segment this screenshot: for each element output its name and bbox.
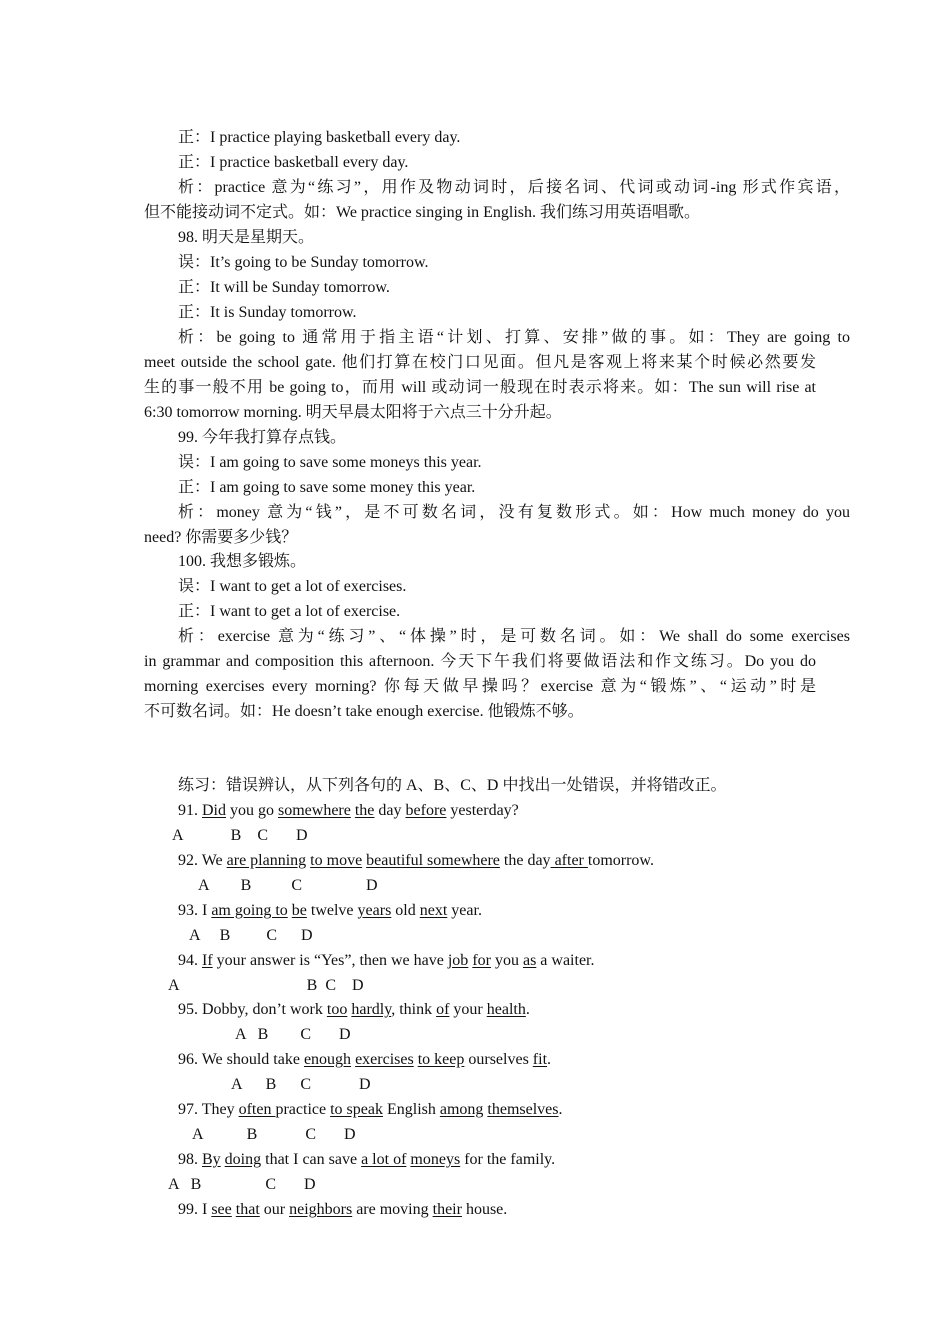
underlined-option: to move [310,852,363,869]
underlined-option: health [486,1001,526,1018]
exercise-sentence [144,1147,850,1172]
underlined-option: fit [532,1051,548,1068]
sentence-fragment: day [374,802,406,819]
sentence-fragment: tomorrow. [587,852,654,869]
sentence-fragment: that I can save [261,1151,362,1168]
sentence-fragment: twelve [306,902,358,919]
sentence-fragment: 99. I [178,1201,212,1218]
underlined-option: themselves [487,1101,559,1118]
sentence-fragment: our [259,1201,290,1218]
sentence-fragment: your answer is “Yes”, then we have [212,952,448,969]
underlined-option: beautiful somewhere [366,852,500,869]
underlined-option: to speak [330,1101,383,1118]
sentence-fragment: ourselves [464,1051,533,1068]
exercise-sentence [144,898,850,923]
sentence-fragment: 91. [178,802,202,819]
sentence-fragment: . [547,1051,552,1068]
sentence-fragment: . [525,1001,530,1018]
text-line: in grammar and composition this afternoon. 今天下午我们将要做语法和作文练习。Do you do [144,653,816,670]
sentence-fragment: 93. I [178,902,212,919]
text-line: morning exercises every morning? 你每天做早操吗？exercise 意为“锻炼”、“运动”时是 [144,678,816,695]
underlined-option: years [357,902,392,919]
sentence-fragment: 96. We should take [178,1051,304,1068]
sentence-fragment: a waiter. [536,952,595,969]
sentence-fragment: 97. They [178,1101,239,1118]
text-line: meet outside the school gate. 他们打算在校门口见面。但凡是客观上将来某个时候必然要发 [144,354,816,371]
underlined-option: for [472,952,491,969]
option-letters: A B C D [192,1126,356,1143]
item-heading: 99. 今年我打算存点钱。 [178,429,347,446]
underlined-option: moneys [410,1151,461,1168]
underlined-option: Did [202,802,226,819]
underlined-option: next [419,902,448,919]
underlined-option: hardly [351,1001,392,1018]
sentence-fragment: 92. We [178,852,227,869]
underlined-option: somewhere [278,802,351,819]
exercise-sentence [144,997,850,1022]
option-letters: A B C D [198,877,378,894]
text-line: need? 你需要多少钱？ [144,529,298,546]
text-line: 误：I want to get a lot of exercises. [178,578,407,595]
underlined-option: exercises [355,1051,414,1068]
text-line: 正：I practice basketball every day. [178,154,409,171]
underlined-option: before [405,802,447,819]
underlined-option: doing [224,1151,262,1168]
text-line: 正：It is Sunday tomorrow. [178,304,357,321]
text-line: 误：It’s going to be Sunday tomorrow. [178,254,429,271]
sentence-fragment: English [382,1101,440,1118]
sentence-fragment: for the family. [460,1151,556,1168]
sentence-fragment: yesterday? [446,802,519,819]
underlined-option: that [235,1201,260,1218]
text-line: 析：exercise 意为“练习”、“体操”时，是可数名词。如：We shall do some exercises [178,628,850,645]
sentence-fragment: practice [275,1101,331,1118]
underlined-option: see [211,1201,232,1218]
sentence-fragment: the day [499,852,551,869]
underlined-option: their [432,1201,462,1218]
sentence-fragment: 98. [178,1151,202,1168]
exercise-sentence [144,848,850,873]
text-line: 生的事一般不用 be going to，而用 will 或动词一般现在时表示将来。如：The sun will rise at [144,379,816,396]
text-line: 析：practice 意为“练习”，用作及物动词时，后接名词、代词或动词-ing 形式作宾语， [178,179,850,196]
exercise-sentence [144,1097,850,1122]
underlined-option: enough [303,1051,352,1068]
underlined-option: too [326,1001,348,1018]
underlined-option: often [238,1101,276,1118]
text-line: 正：I practice playing basketball every day. [178,129,461,146]
underlined-option: are planning [226,852,307,869]
item-heading: 100. 我想多锻炼。 [178,553,307,570]
underlined-option: neighbors [289,1201,353,1218]
underlined-option: If [202,952,213,969]
sentence-fragment: year. [447,902,482,919]
exercise-sentence [144,798,850,823]
text-line: 正：I want to get a lot of exercise. [178,603,401,620]
text-line: 正：It will be Sunday tomorrow. [178,279,390,296]
underlined-option: after [550,852,588,869]
text-line: 正：I am going to save some money this year. [178,479,476,496]
sentence-fragment: 95. Dobby, don’t work [178,1001,327,1018]
text-line: 误：I am going to save some moneys this year. [178,454,482,471]
sentence-fragment: are moving [352,1201,433,1218]
sentence-fragment: house. [461,1201,508,1218]
underlined-option: am going to [211,902,288,919]
sentence-fragment: old [391,902,420,919]
item-heading: 98. 明天是星期天。 [178,229,315,246]
option-letters: A B C D [189,927,313,944]
sentence-fragment: you [490,952,523,969]
text-line: 不可数名词。如：He doesn’t take enough exercise. 他锻炼不够。 [144,703,584,720]
exercise-sentence [144,948,850,973]
sentence-fragment: . [558,1101,563,1118]
sentence-fragment: your [449,1001,487,1018]
text-line: 6:30 tomorrow morning. 明天早晨太阳将于六点三十分升起。 [144,404,562,421]
underlined-option: among [439,1101,484,1118]
exercise-sentence [144,1197,850,1222]
text-line: 析：be going to 通常用于指主语“计划、打算、安排”做的事。如：They are going to [178,329,850,346]
exercise-instructions: 练习：错误辨认，从下列各句的 A、B、C、D 中找出一处错误，并将错改正。 [178,777,727,794]
underlined-option: job [447,952,469,969]
option-letters: A B C D [168,977,364,994]
option-letters: A B C D [235,1026,351,1043]
option-letters: A B C D [168,1176,316,1193]
underlined-option: the [354,802,375,819]
option-letters: A B C D [172,827,308,844]
underlined-option: be [291,902,307,919]
underlined-option: of [436,1001,450,1018]
exercise-sentence [144,1047,850,1072]
sentence-fragment: 94. [178,952,202,969]
underlined-option: as [522,952,537,969]
option-letters: A B C D [231,1076,371,1093]
underlined-option: to keep [417,1051,465,1068]
underlined-option: a lot of [361,1151,407,1168]
sentence-fragment: , think [391,1001,437,1018]
sentence-fragment: you go [226,802,278,819]
underlined-option: By [202,1151,221,1168]
text-line: 析：money 意为“钱”，是不可数名词，没有复数形式。如：How much money do you [178,504,850,521]
text-line: 但不能接动词不定式。如：We practice singing in English. 我们练习用英语唱歌。 [144,204,701,221]
